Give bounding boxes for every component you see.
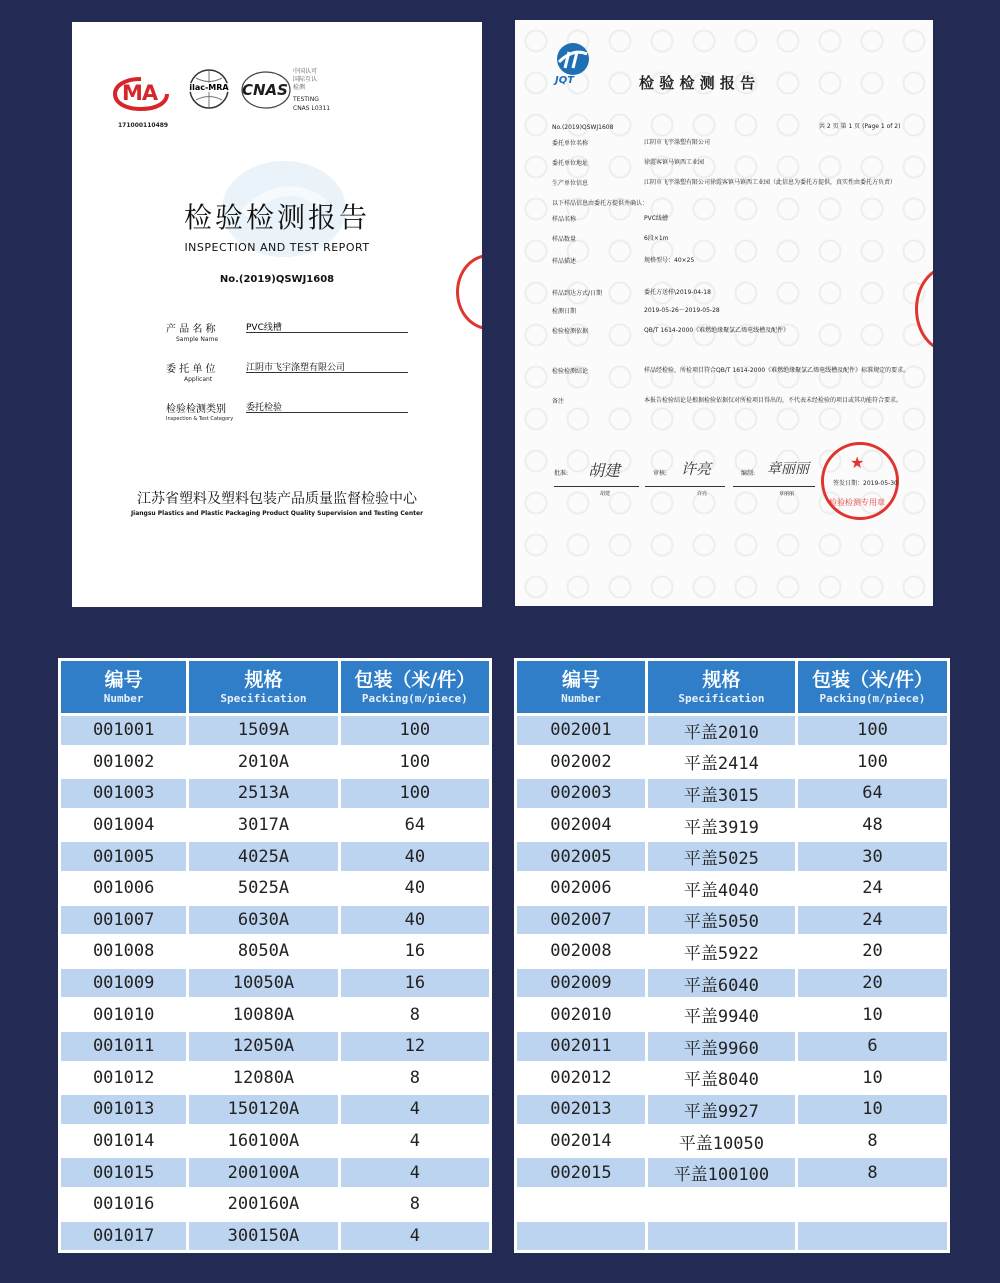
cell-number: 002006 [517, 874, 645, 903]
table-row [61, 1190, 489, 1219]
report-info-label: 样品描述 [552, 258, 577, 265]
header-specification: 规格 Specification [648, 661, 795, 713]
cell-number: 002004 [517, 811, 645, 840]
cell-number: 002009 [517, 969, 645, 998]
signature-role: 编制: [741, 470, 756, 477]
cell-number [517, 1222, 645, 1251]
cell-packing: 48 [798, 811, 947, 840]
table-row [517, 716, 947, 745]
table-header-row [517, 661, 947, 713]
header-number: 编号 Number [517, 661, 645, 713]
field-label-en: Inspection & Test Category [166, 416, 234, 422]
signature-role: 批准: [554, 470, 569, 477]
cell-packing: 100 [341, 716, 489, 745]
table-header-row [61, 661, 489, 713]
cell-specification: 8050A [189, 937, 337, 966]
report-info-value: 6段×1m [644, 235, 669, 242]
cell-number: 001001 [61, 716, 186, 745]
cell-specification: 160100A [189, 1127, 337, 1156]
cell-specification: 平盖2010 [648, 716, 795, 745]
cover-organization-cn: 江苏省塑料及塑料包装产品质量监督检验中心 [137, 491, 417, 507]
cell-specification: 平盖9960 [648, 1032, 795, 1061]
table-row [517, 1222, 947, 1251]
signature-name: 许亮 [697, 491, 708, 497]
report-info-value: 本报告检验结论是根据检验依据仅对所检项目得出的，不代表未经检验的项目或其功能符合要求。 [644, 397, 903, 404]
cell-specification: 4025A [189, 842, 337, 871]
cell-packing: 4 [341, 1158, 489, 1187]
cell-specification: 150120A [189, 1095, 337, 1124]
cell-specification: 6030A [189, 906, 337, 935]
cell-specification: 平盖5922 [648, 937, 795, 966]
table-row [517, 874, 947, 903]
cell-packing: 4 [341, 1127, 489, 1156]
ilac-logo [188, 68, 230, 110]
cover-title-en: INSPECTION AND TEST REPORT [184, 241, 370, 254]
seal-text: 检验检测专用章 [829, 498, 885, 507]
table-row [61, 716, 489, 745]
report-info-value: 样品经检验，所检项目符合QB/T 1614-2000《难燃绝缘聚氯乙烯电线槽及配件》标准规定的要求。 [644, 367, 910, 374]
report-info-label: 样品数量 [552, 236, 577, 243]
cell-specification: 平盖100100 [648, 1158, 795, 1187]
cover-organization-en: Jiangsu Plastics and Plastic Packaging Product Quality Supervision and Testing Center [130, 510, 424, 517]
table-row [61, 1222, 489, 1251]
table-row [61, 748, 489, 777]
report-number: No.(2019)QSWJ1608 [552, 124, 614, 131]
table-row [61, 1127, 489, 1156]
cell-number: 002012 [517, 1064, 645, 1093]
cell-specification: 平盖9940 [648, 1000, 795, 1029]
field-label-cn: 产 品 名 称 [166, 324, 216, 335]
cnas-logo-text: CNAS [242, 81, 288, 99]
cell-packing: 100 [798, 716, 947, 745]
table-row [517, 1000, 947, 1029]
cell-specification: 200100A [189, 1158, 337, 1187]
handwritten-signature: 胡建 [588, 461, 621, 480]
field-value: 委托检验 [246, 403, 283, 413]
cell-number: 001011 [61, 1032, 186, 1061]
cma-logo [112, 77, 170, 111]
header-number: 编号 Number [61, 661, 186, 713]
table-row [61, 874, 489, 903]
cell-packing: 100 [341, 779, 489, 808]
report-info-value: 2019-05-26～2019-05-28 [644, 307, 720, 314]
report-info-value: 江阴市飞宇涤塑有限公司徐霞客镇马镇西工业园（此信息为委托方提供，真实性由委托方负责） [644, 179, 897, 186]
cover-report-number: No.(2019)QSWJ1608 [219, 274, 335, 285]
cma-cert-number: 171000110489 [118, 122, 169, 129]
cell-packing: 30 [798, 842, 947, 871]
cell-specification: 10050A [189, 969, 337, 998]
cell-packing: 40 [341, 842, 489, 871]
cell-specification: 1509A [189, 716, 337, 745]
cell-number: 002011 [517, 1032, 645, 1061]
report-info-value: PVC线槽 [644, 215, 668, 222]
table-row [517, 811, 947, 840]
cell-number: 002002 [517, 748, 645, 777]
cell-number: 001002 [61, 748, 186, 777]
table-row [61, 1000, 489, 1029]
cell-packing: 24 [798, 874, 947, 903]
table-row [517, 1158, 947, 1187]
table-row [61, 937, 489, 966]
cell-number: 001016 [61, 1190, 186, 1219]
cell-number: 001012 [61, 1064, 186, 1093]
table-row [61, 906, 489, 935]
cell-number: 002003 [517, 779, 645, 808]
report-info-value: 江阴市飞宇涤塑有限公司 [644, 139, 711, 146]
page-indicator: 共 2 页 第 1 页 (Page 1 of 2) [819, 123, 901, 130]
cell-specification: 平盖5050 [648, 906, 795, 935]
report-info-label: 样品到达方式/日期 [552, 290, 603, 297]
report-cover-page [72, 22, 482, 607]
table-row [517, 748, 947, 777]
cell-packing: 6 [798, 1032, 947, 1061]
cell-packing: 64 [798, 779, 947, 808]
cell-number: 001004 [61, 811, 186, 840]
cell-number: 001010 [61, 1000, 186, 1029]
table-row [517, 842, 947, 871]
table-row [517, 1190, 947, 1219]
cell-number: 002005 [517, 842, 645, 871]
cell-number: 002001 [517, 716, 645, 745]
cell-specification: 12080A [189, 1064, 337, 1093]
cell-packing: 10 [798, 1095, 947, 1124]
cell-packing: 8 [341, 1064, 489, 1093]
report-info-value: 委托方送样\2019-04-18 [644, 289, 711, 296]
cell-packing: 12 [341, 1032, 489, 1061]
signature-review [645, 458, 725, 498]
table-row [517, 906, 947, 935]
cell-specification [648, 1190, 795, 1219]
cell-number: 002007 [517, 906, 645, 935]
handwritten-signature: 许亮 [681, 460, 712, 478]
signature-prepare [733, 458, 815, 498]
cma-logo-text: MA [122, 81, 158, 105]
cell-number: 001015 [61, 1158, 186, 1187]
cnas-code: CNAS L0311 [293, 105, 331, 112]
cell-specification: 平盖3919 [648, 811, 795, 840]
report-info-label: 检验检测依据 [552, 328, 589, 335]
field-label-en: Applicant [184, 376, 213, 383]
cell-packing: 40 [341, 874, 489, 903]
cell-number: 001009 [61, 969, 186, 998]
cell-specification: 平盖5025 [648, 842, 795, 871]
cell-number: 002013 [517, 1095, 645, 1124]
report-info-label: 检测日期 [552, 308, 577, 315]
red-seal-edge [915, 266, 933, 352]
cell-packing: 20 [798, 969, 947, 998]
cell-number: 002010 [517, 1000, 645, 1029]
table-row [61, 1158, 489, 1187]
red-seal-edge [456, 254, 482, 330]
cell-packing: 20 [798, 937, 947, 966]
issue-date: 签发日期：2019-05-30 [833, 480, 898, 487]
table-row [517, 969, 947, 998]
header-packing: 包装（米/件） Packing(m/piece) [798, 661, 947, 713]
cnas-testing: TESTING [293, 96, 319, 103]
table-row [61, 1032, 489, 1061]
table-row [517, 1127, 947, 1156]
cell-packing: 8 [341, 1190, 489, 1219]
cell-specification: 平盖8040 [648, 1064, 795, 1093]
cell-specification: 3017A [189, 811, 337, 840]
cover-title-cn: 检验检测报告 [183, 201, 370, 234]
cell-packing: 4 [341, 1222, 489, 1251]
spec-table-right [514, 658, 950, 1253]
report-info-label: 委托单位地址 [552, 160, 589, 167]
signature-role: 审核: [653, 470, 668, 477]
cell-specification: 10080A [189, 1000, 337, 1029]
signature-name: 章丽丽 [779, 491, 795, 497]
report-info-label: 样品名称 [552, 216, 577, 223]
report-info-label: 委托单位名称 [552, 140, 589, 147]
cell-specification: 平盖3015 [648, 779, 795, 808]
table-row [517, 1032, 947, 1061]
cell-number: 001013 [61, 1095, 186, 1124]
cover-field-sample-name [166, 320, 416, 350]
cell-number: 002015 [517, 1158, 645, 1187]
cell-packing: 8 [798, 1127, 947, 1156]
cell-specification: 200160A [189, 1190, 337, 1219]
cell-number: 002014 [517, 1127, 645, 1156]
table-row [517, 779, 947, 808]
jqt-logo-text: JQT [555, 75, 575, 86]
cell-specification: 2010A [189, 748, 337, 777]
cell-number: 001007 [61, 906, 186, 935]
cell-packing: 64 [341, 811, 489, 840]
report-info-label: 检验检测结论 [552, 368, 589, 375]
table-row [517, 937, 947, 966]
cell-specification: 平盖6040 [648, 969, 795, 998]
cnas-caption-cn: 中国认可 国际互认 检测 [293, 68, 318, 91]
cell-packing: 100 [341, 748, 489, 777]
table-row [517, 1064, 947, 1093]
field-label-en: Sample Name [176, 336, 219, 343]
report-info-value: 徐霞客镇马镇西工业园 [644, 159, 705, 166]
cell-packing: 24 [798, 906, 947, 935]
field-label-cn: 检验检测类别 [166, 404, 226, 415]
cell-number: 002008 [517, 937, 645, 966]
cell-specification: 2513A [189, 779, 337, 808]
table-row [61, 811, 489, 840]
cnas-logo [240, 70, 292, 110]
cell-packing: 8 [341, 1000, 489, 1029]
cell-packing: 8 [798, 1158, 947, 1187]
jqt-logo [551, 42, 595, 88]
signature-approve [554, 458, 639, 498]
report-title: 检 验 检 测 报 告 [639, 74, 756, 92]
handwritten-signature: 章丽丽 [767, 461, 809, 477]
header-packing: 包装（米/件） Packing(m/piece) [341, 661, 489, 713]
cell-packing: 10 [798, 1064, 947, 1093]
report-info-value: QB/T 1614-2000《难燃绝缘聚氯乙烯电线槽及配件》 [644, 327, 790, 334]
report-info-value: 规格型号：40×25 [644, 257, 695, 264]
report-info-label: 备注 [552, 398, 565, 405]
cell-specification [648, 1222, 795, 1251]
field-label-cn: 委 托 单 位 [166, 364, 216, 375]
table-row [517, 1095, 947, 1124]
cell-packing: 100 [798, 748, 947, 777]
report-detail-page [515, 20, 933, 606]
cell-packing [798, 1222, 947, 1251]
ilac-logo-text: ilac-MRA [189, 83, 229, 92]
cell-packing: 40 [341, 906, 489, 935]
header-specification: 规格 Specification [189, 661, 337, 713]
cell-number: 001006 [61, 874, 186, 903]
report-info-label: 生产单位信息 [552, 180, 589, 187]
cell-number: 001005 [61, 842, 186, 871]
cover-field-applicant [166, 360, 416, 390]
seal-star-icon: ★ [850, 453, 865, 472]
cell-specification: 12050A [189, 1032, 337, 1061]
signature-name: 胡建 [600, 491, 611, 497]
cell-specification: 平盖9927 [648, 1095, 795, 1124]
cell-packing: 4 [341, 1095, 489, 1124]
cell-specification: 300150A [189, 1222, 337, 1251]
cell-specification: 平盖2414 [648, 748, 795, 777]
cell-packing: 16 [341, 969, 489, 998]
table-row [61, 969, 489, 998]
table-row [61, 779, 489, 808]
table-row [61, 1064, 489, 1093]
spec-table-left [58, 658, 492, 1253]
field-value: 江阴市飞宇涤塑有限公司 [246, 363, 346, 373]
cell-number: 001014 [61, 1127, 186, 1156]
cell-number: 001017 [61, 1222, 186, 1251]
cell-specification: 5025A [189, 874, 337, 903]
cell-specification: 平盖4040 [648, 874, 795, 903]
cell-specification: 平盖10050 [648, 1127, 795, 1156]
cell-number: 001003 [61, 779, 186, 808]
cell-number [517, 1190, 645, 1219]
table-row [61, 1095, 489, 1124]
cell-packing: 16 [341, 937, 489, 966]
table-row [61, 842, 489, 871]
cover-field-category [166, 400, 416, 430]
cell-packing [798, 1190, 947, 1219]
cell-number: 001008 [61, 937, 186, 966]
field-value: PVC线槽 [246, 323, 282, 333]
report-info-label: 以下样品信息由委托方提供并确认： [552, 200, 649, 207]
cell-packing: 10 [798, 1000, 947, 1029]
